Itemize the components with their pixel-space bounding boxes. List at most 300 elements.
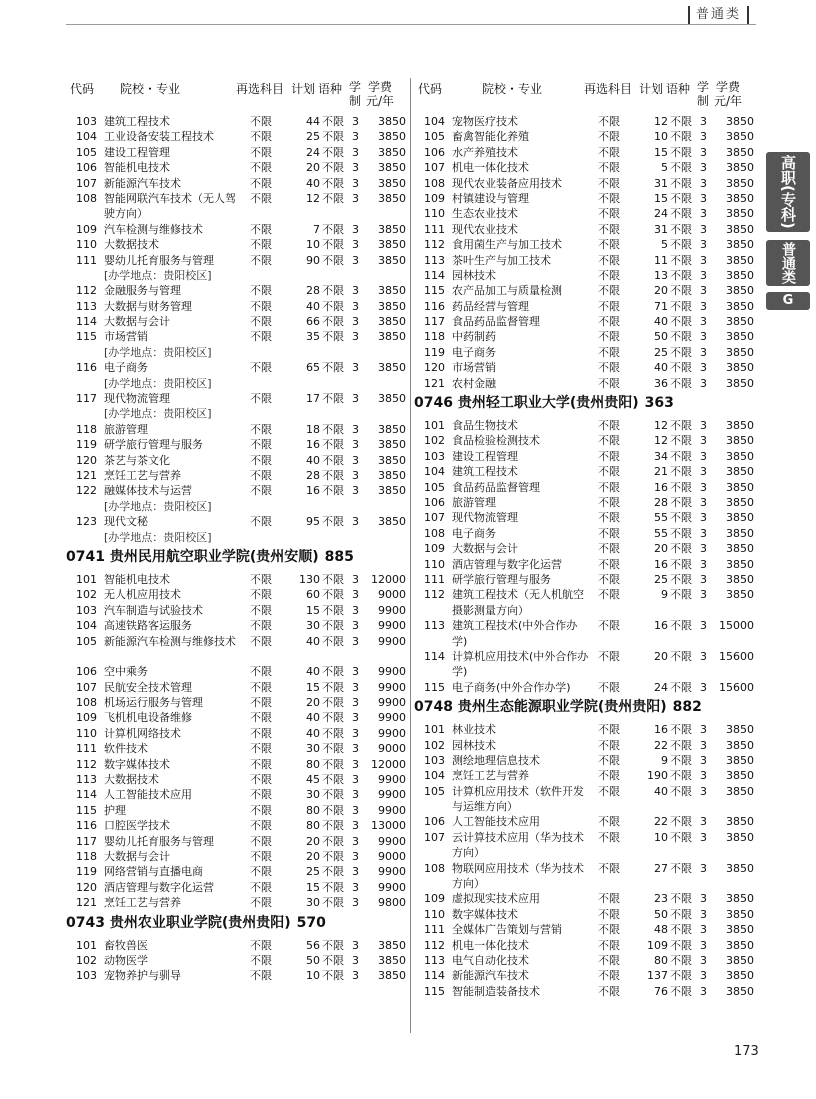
institution-code: 0748 xyxy=(414,699,453,716)
major-code: 118 xyxy=(76,850,97,863)
major-code: 104 xyxy=(424,115,445,128)
major-name: 旅游管理 xyxy=(452,495,496,509)
study-years: 3 xyxy=(700,984,707,998)
study-years: 3 xyxy=(352,680,359,694)
subject-requirement: 不限 xyxy=(250,819,272,833)
major-name: 畜牧兽医 xyxy=(104,938,148,952)
major-code: 115 xyxy=(76,330,97,344)
language: 不限 xyxy=(322,969,344,983)
major-name: 大数据与财务管理 xyxy=(104,299,192,313)
side-tab-vocational: 高职(专科) xyxy=(766,152,810,232)
tuition-fee: 3850 xyxy=(378,330,406,344)
table-row xyxy=(72,114,418,129)
tuition-fee: 3850 xyxy=(726,361,754,375)
major-code: 102 xyxy=(76,588,97,602)
table-row xyxy=(72,129,418,144)
plan-count: 190 xyxy=(647,769,668,783)
major-code: 103 xyxy=(424,449,445,463)
institution-name: 贵州农业职业学院(贵州贵阳) xyxy=(109,914,291,931)
subject-requirement: 不限 xyxy=(598,557,620,571)
major-code: 105 xyxy=(424,130,445,144)
plan-count: 20 xyxy=(306,696,320,710)
plan-count: 25 xyxy=(654,345,668,359)
study-years: 3 xyxy=(352,191,359,205)
study-years: 3 xyxy=(352,711,359,725)
plan-count: 40 xyxy=(306,665,320,679)
study-years: 3 xyxy=(700,222,707,236)
tuition-fee: 9000 xyxy=(378,850,406,863)
major-name: 飞机机电设备维修 xyxy=(104,711,192,725)
study-years: 3 xyxy=(700,753,707,767)
major-name: 大数据技术 xyxy=(104,238,159,252)
major-code: 107 xyxy=(424,511,445,525)
major-name: 农村金融 xyxy=(452,376,496,390)
major-name: 计算机应用技术（软件开发与运维方向） xyxy=(452,784,584,814)
major-name: 建筑工程技术（无人机航空摄影测量方向） xyxy=(452,588,584,617)
tuition-fee: 3850 xyxy=(726,376,754,390)
tuition-fee: 3850 xyxy=(378,361,406,375)
language: 不限 xyxy=(322,438,344,452)
subject-requirement: 不限 xyxy=(250,130,272,144)
subject-requirement: 不限 xyxy=(598,511,620,525)
subject-requirement: 不限 xyxy=(598,238,620,252)
subject-requirement: 不限 xyxy=(250,572,272,586)
subject-requirement: 不限 xyxy=(598,330,620,344)
table-row xyxy=(72,191,418,222)
major-code: 104 xyxy=(76,619,97,633)
study-years: 3 xyxy=(700,619,707,633)
study-years: 3 xyxy=(352,253,359,267)
major-name: 宠物医疗技术 xyxy=(452,115,518,128)
major-name: 大数据与会计 xyxy=(104,850,170,863)
subject-requirement: 不限 xyxy=(250,115,272,128)
table-row xyxy=(420,329,766,344)
language: 不限 xyxy=(322,850,344,863)
plan-count: 9 xyxy=(661,588,668,602)
plan-count: 90 xyxy=(306,253,320,267)
subject-requirement: 不限 xyxy=(598,315,620,329)
tuition-fee: 3850 xyxy=(378,484,406,498)
tuition-fee: 3850 xyxy=(726,434,754,448)
major-code: 111 xyxy=(76,253,97,267)
table-row xyxy=(72,391,418,406)
institution-total: 885 xyxy=(324,548,354,565)
subject-requirement: 不限 xyxy=(598,449,620,463)
language: 不限 xyxy=(670,557,692,571)
header-years: 学 制 xyxy=(697,80,710,108)
plan-count: 40 xyxy=(306,726,320,740)
major-code: 121 xyxy=(76,896,97,910)
language: 不限 xyxy=(670,176,692,190)
subject-requirement: 不限 xyxy=(250,803,272,817)
subject-requirement: 不限 xyxy=(598,542,620,556)
table-row xyxy=(420,526,766,541)
tuition-fee: 3850 xyxy=(726,907,754,921)
subject-requirement: 不限 xyxy=(250,680,272,694)
language: 不限 xyxy=(670,315,692,329)
plan-count: 16 xyxy=(654,723,668,737)
tuition-fee: 3850 xyxy=(726,145,754,159)
tuition-fee: 3850 xyxy=(378,515,406,529)
tuition-fee: 3850 xyxy=(726,191,754,205)
subject-requirement: 不限 xyxy=(598,572,620,586)
tuition-fee: 15000 xyxy=(719,619,754,633)
table-row xyxy=(420,480,766,495)
subject-requirement: 不限 xyxy=(598,222,620,236)
major-name: 智能网联汽车技术（无人驾驶方向） xyxy=(104,191,236,221)
tuition-fee: 9900 xyxy=(378,619,406,633)
major-code: 107 xyxy=(424,161,445,175)
plan-count: 30 xyxy=(306,896,320,910)
language: 不限 xyxy=(322,603,344,617)
institution-total: 570 xyxy=(296,914,326,931)
table-row xyxy=(420,907,766,922)
header-lang: 语种 xyxy=(666,82,691,96)
major-name: 智能机电技术 xyxy=(104,572,170,586)
study-years: 3 xyxy=(352,696,359,710)
major-name: 大数据技术 xyxy=(104,773,159,787)
major-name: 食品生物技术 xyxy=(452,419,518,433)
major-code: 121 xyxy=(424,376,445,390)
major-code: 109 xyxy=(424,892,445,906)
right-column-list xyxy=(414,114,766,999)
tuition-fee: 9000 xyxy=(378,742,406,756)
campus-note xyxy=(72,406,418,421)
table-row xyxy=(420,953,766,968)
tuition-fee: 3850 xyxy=(726,268,754,282)
major-code: 121 xyxy=(76,469,97,482)
tuition-fee: 3850 xyxy=(378,284,406,298)
subject-requirement: 不限 xyxy=(598,345,620,359)
major-name: 计算机网络技术 xyxy=(104,726,181,740)
language: 不限 xyxy=(670,619,692,633)
plan-count: 76 xyxy=(654,984,668,998)
tuition-fee: 3850 xyxy=(726,526,754,540)
plan-count: 24 xyxy=(654,207,668,221)
study-years: 3 xyxy=(700,434,707,448)
subject-requirement: 不限 xyxy=(250,469,272,482)
language: 不限 xyxy=(322,330,344,344)
major-name: 现代物流管理 xyxy=(452,511,518,525)
table-row xyxy=(420,830,766,861)
language: 不限 xyxy=(670,345,692,359)
major-name: 建设工程管理 xyxy=(104,145,170,159)
campus-note xyxy=(72,376,418,391)
table-row xyxy=(72,803,418,818)
study-years: 3 xyxy=(352,938,359,952)
language: 不限 xyxy=(670,923,692,937)
major-code: 111 xyxy=(424,222,445,236)
table-row xyxy=(72,222,418,237)
subject-requirement: 不限 xyxy=(250,176,272,190)
tuition-fee: 15600 xyxy=(719,680,754,694)
institution-heading xyxy=(414,697,744,718)
plan-count: 55 xyxy=(654,511,668,525)
major-code: 110 xyxy=(76,238,97,252)
major-code: 115 xyxy=(424,984,445,998)
plan-count: 20 xyxy=(654,284,668,298)
tuition-fee: 3850 xyxy=(726,511,754,525)
major-name: 婴幼儿托育服务与管理 xyxy=(104,834,214,848)
major-code: 123 xyxy=(76,515,97,529)
plan-count: 13 xyxy=(654,268,668,282)
language: 不限 xyxy=(322,392,344,406)
study-years: 3 xyxy=(352,773,359,787)
tuition-fee: 9900 xyxy=(378,603,406,617)
header-name: 院校・专业 xyxy=(482,82,543,96)
subject-requirement: 不限 xyxy=(250,161,272,175)
language: 不限 xyxy=(322,726,344,740)
tuition-fee: 3850 xyxy=(726,923,754,937)
plan-count: 80 xyxy=(654,954,668,968)
major-code: 114 xyxy=(424,969,445,983)
major-name: 建筑工程技术 xyxy=(104,115,170,128)
major-name: 市场营销 xyxy=(452,361,496,375)
plan-count: 25 xyxy=(306,130,320,144)
campus-location: [办学地点：贵阳校区] xyxy=(104,499,212,513)
tuition-fee: 15600 xyxy=(719,649,754,663)
major-name: 现代农业技术 xyxy=(452,222,518,236)
major-name: 市场营销 xyxy=(104,330,148,344)
plan-count: 50 xyxy=(654,330,668,344)
language: 不限 xyxy=(322,315,344,329)
major-name: 茶艺与茶文化 xyxy=(104,453,170,467)
study-years: 3 xyxy=(352,665,359,679)
plan-count: 20 xyxy=(306,850,320,863)
major-code: 104 xyxy=(76,130,97,144)
study-years: 3 xyxy=(700,480,707,494)
study-years: 3 xyxy=(352,788,359,802)
major-code: 116 xyxy=(76,819,97,833)
table-row xyxy=(72,514,418,529)
major-name: 婴幼儿托育服务与管理 xyxy=(104,253,214,267)
table-row xyxy=(420,784,766,815)
study-years: 3 xyxy=(352,742,359,756)
campus-location: [办学地点：贵阳校区] xyxy=(104,530,212,544)
table-row xyxy=(420,984,766,999)
plan-count: 10 xyxy=(306,238,320,252)
subject-requirement: 不限 xyxy=(598,649,620,663)
subject-requirement: 不限 xyxy=(598,784,620,798)
table-row xyxy=(72,587,418,602)
language: 不限 xyxy=(670,738,692,752)
tuition-fee: 3850 xyxy=(378,253,406,267)
study-years: 3 xyxy=(700,588,707,602)
language: 不限 xyxy=(322,161,344,175)
plan-count: 20 xyxy=(306,834,320,848)
table-row xyxy=(420,495,766,510)
subject-requirement: 不限 xyxy=(598,723,620,737)
major-code: 103 xyxy=(76,603,97,617)
tuition-fee: 3850 xyxy=(726,419,754,433)
subject-requirement: 不限 xyxy=(250,438,272,452)
plan-count: 40 xyxy=(306,299,320,313)
plan-count: 27 xyxy=(654,861,668,875)
subject-requirement: 不限 xyxy=(250,938,272,952)
study-years: 3 xyxy=(352,161,359,175)
study-years: 3 xyxy=(352,392,359,406)
tuition-fee: 3850 xyxy=(378,938,406,952)
tuition-fee: 9900 xyxy=(378,803,406,817)
table-row xyxy=(420,176,766,191)
plan-count: 95 xyxy=(306,515,320,529)
subject-requirement: 不限 xyxy=(250,145,272,159)
study-years: 3 xyxy=(700,449,707,463)
table-row xyxy=(420,680,766,695)
tuition-fee: 3850 xyxy=(726,345,754,359)
institution-name: 贵州民用航空职业学院(贵州安顺) xyxy=(109,548,319,565)
table-row xyxy=(72,468,418,483)
table-row xyxy=(420,114,766,129)
language: 不限 xyxy=(670,480,692,494)
table-row xyxy=(72,572,418,587)
subject-requirement: 不限 xyxy=(598,861,620,875)
plan-count: 36 xyxy=(654,376,668,390)
tuition-fee: 3850 xyxy=(726,830,754,844)
table-row xyxy=(420,418,766,433)
language: 不限 xyxy=(670,284,692,298)
major-name: 畜禽智能化养殖 xyxy=(452,130,529,144)
major-name: 机场运行服务与管理 xyxy=(104,696,203,710)
tuition-fee: 3850 xyxy=(726,557,754,571)
subject-requirement: 不限 xyxy=(598,619,620,633)
campus-location: [办学地点：贵阳校区] xyxy=(104,376,212,390)
language: 不限 xyxy=(322,757,344,771)
plan-count: 60 xyxy=(306,588,320,602)
campus-note xyxy=(72,345,418,360)
plan-count: 15 xyxy=(654,191,668,205)
language: 不限 xyxy=(670,526,692,540)
institution-heading xyxy=(414,393,744,414)
subject-requirement: 不限 xyxy=(598,253,620,267)
plan-count: 16 xyxy=(306,438,320,452)
language: 不限 xyxy=(670,753,692,767)
study-years: 3 xyxy=(700,253,707,267)
plan-count: 71 xyxy=(654,299,668,313)
language: 不限 xyxy=(322,515,344,529)
tuition-fee: 3850 xyxy=(378,176,406,190)
study-years: 3 xyxy=(700,345,707,359)
language: 不限 xyxy=(670,769,692,783)
subject-requirement: 不限 xyxy=(250,453,272,467)
major-name: 药品经营与管理 xyxy=(452,299,529,313)
language: 不限 xyxy=(670,161,692,175)
major-code: 113 xyxy=(76,773,97,787)
plan-count: 28 xyxy=(654,495,668,509)
study-years: 3 xyxy=(352,484,359,498)
subject-requirement: 不限 xyxy=(250,315,272,329)
major-code: 119 xyxy=(424,345,445,359)
major-name: 测绘地理信息技术 xyxy=(452,753,540,767)
major-code: 112 xyxy=(424,238,445,252)
tuition-fee: 3850 xyxy=(726,315,754,329)
study-years: 3 xyxy=(352,953,359,967)
study-years: 3 xyxy=(700,315,707,329)
major-code: 114 xyxy=(76,788,97,802)
plan-count: 50 xyxy=(654,907,668,921)
plan-count: 48 xyxy=(654,923,668,937)
language: 不限 xyxy=(322,819,344,833)
major-code: 114 xyxy=(76,315,97,329)
subject-requirement: 不限 xyxy=(250,850,272,863)
table-row xyxy=(72,772,418,787)
study-years: 3 xyxy=(352,896,359,910)
tuition-fee: 3850 xyxy=(726,284,754,298)
study-years: 3 xyxy=(352,438,359,452)
subject-requirement: 不限 xyxy=(598,434,620,448)
major-name: 软件技术 xyxy=(104,742,148,756)
tuition-fee: 9900 xyxy=(378,773,406,787)
campus-note xyxy=(72,499,418,514)
tuition-fee: 3850 xyxy=(726,572,754,586)
campus-note xyxy=(72,530,418,545)
table-row xyxy=(72,741,418,756)
study-years: 3 xyxy=(700,938,707,952)
study-years: 3 xyxy=(352,115,359,128)
study-years: 3 xyxy=(352,284,359,298)
major-name: 云计算技术应用（华为技术方向） xyxy=(452,830,584,860)
language: 不限 xyxy=(670,115,692,128)
table-row xyxy=(72,787,418,802)
study-years: 3 xyxy=(352,865,359,879)
major-code: 104 xyxy=(424,769,445,783)
section-tag: 普通类 xyxy=(688,6,749,24)
language: 不限 xyxy=(322,634,344,648)
study-years: 3 xyxy=(352,726,359,740)
major-name: 茶叶生产与加工技术 xyxy=(452,253,551,267)
major-name: 林业技术 xyxy=(452,723,496,737)
major-code: 119 xyxy=(76,865,97,879)
plan-count: 40 xyxy=(306,453,320,467)
table-row xyxy=(72,880,418,895)
table-row xyxy=(420,191,766,206)
subject-requirement: 不限 xyxy=(250,361,272,375)
study-years: 3 xyxy=(352,469,359,482)
major-code: 106 xyxy=(424,495,445,509)
plan-count: 20 xyxy=(654,542,668,556)
study-years: 3 xyxy=(352,819,359,833)
major-name: 金融服务与管理 xyxy=(104,284,181,298)
study-years: 3 xyxy=(700,511,707,525)
study-years: 3 xyxy=(700,892,707,906)
plan-count: 12 xyxy=(654,115,668,128)
language: 不限 xyxy=(322,896,344,910)
major-name: 机电一体化技术 xyxy=(452,161,529,175)
tuition-fee: 3850 xyxy=(378,469,406,482)
major-code: 108 xyxy=(424,526,445,540)
tuition-fee: 3850 xyxy=(378,238,406,252)
major-name: 园林技术 xyxy=(452,268,496,282)
subject-requirement: 不限 xyxy=(250,238,272,252)
major-name: 烹饪工艺与营养 xyxy=(104,469,181,482)
study-years: 3 xyxy=(700,526,707,540)
plan-count: 80 xyxy=(306,819,320,833)
language: 不限 xyxy=(322,696,344,710)
major-name: 旅游管理 xyxy=(104,422,148,436)
plan-count: 5 xyxy=(661,238,668,252)
plan-count: 40 xyxy=(306,176,320,190)
plan-count: 20 xyxy=(654,649,668,663)
subject-requirement: 不限 xyxy=(250,588,272,602)
major-name: 数字媒体技术 xyxy=(104,757,170,771)
campus-note xyxy=(72,268,418,283)
language: 不限 xyxy=(322,191,344,205)
major-name: 动物医学 xyxy=(104,953,148,967)
table-row xyxy=(72,864,418,879)
table-row xyxy=(420,206,766,221)
subject-requirement: 不限 xyxy=(598,268,620,282)
table-row xyxy=(72,453,418,468)
